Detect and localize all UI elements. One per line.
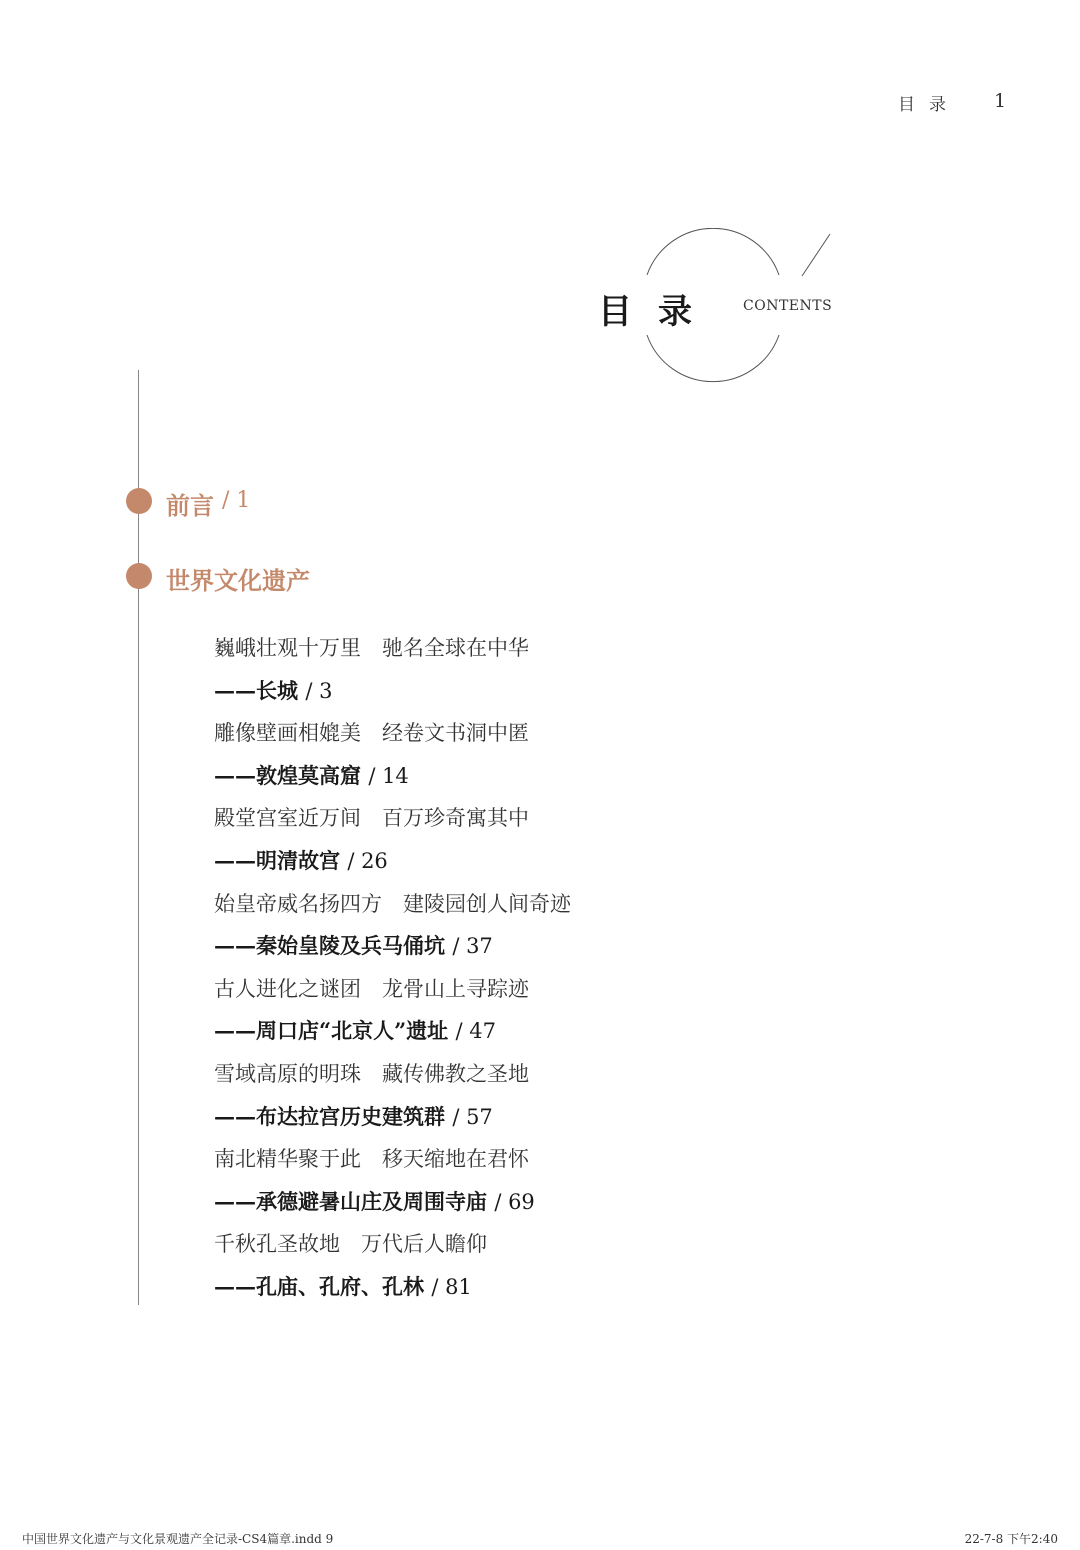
- toc-entry-title-text: ——长城: [214, 677, 298, 703]
- page-subtitle: CONTENTS: [743, 298, 833, 314]
- bullet-dot-icon: [126, 488, 152, 514]
- toc-entry-title[interactable]: [214, 1015, 774, 1058]
- toc-entry-title[interactable]: [214, 1101, 774, 1144]
- toc-entry-page-number: / 81: [431, 1274, 472, 1299]
- toc-entry-subtitle[interactable]: 巍峨壮观十万里 驰名全球在中华: [214, 636, 529, 660]
- toc-entry-page-number: / 37: [452, 934, 493, 959]
- toc-entry-title-text: ——周口店“北京人”遗址: [214, 1018, 449, 1044]
- toc-entry-title[interactable]: [214, 675, 774, 718]
- toc-entry-title-text: ——承德避暑山庄及周围寺庙: [214, 1188, 487, 1214]
- section-title: 世界文化遗产: [166, 566, 310, 595]
- bullet-dot-icon: [126, 563, 152, 589]
- toc-entry-title[interactable]: [214, 1271, 774, 1314]
- toc-entries: [214, 632, 774, 1314]
- toc-entry-subtitle[interactable]: 始皇帝威名扬四方 建陵园创人间奇迹: [214, 891, 571, 916]
- toc-entry-title-text: ——孔庙、孔府、孔林: [214, 1273, 424, 1299]
- toc-entry-title[interactable]: [214, 760, 774, 803]
- toc-entry-page-number: / 57: [452, 1104, 493, 1129]
- toc-entry-page-number: / 14: [368, 763, 409, 788]
- section-page-number: / 1: [222, 488, 251, 513]
- toc-entry-subtitle[interactable]: 殿堂宫室近万间 百万珍奇寓其中: [214, 806, 529, 831]
- print-slug-date: 22-7-8 下午2:40: [964, 1532, 1058, 1546]
- toc-entry-page-number: / 26: [347, 848, 388, 873]
- toc-entry-title-text: ——秦始皇陵及兵马俑坑: [214, 933, 445, 959]
- toc-entry-page-number: / 47: [455, 1019, 496, 1044]
- toc-entry-subtitle[interactable]: 千秋孔圣故地 万代后人瞻仰: [214, 1232, 487, 1257]
- toc-entry-title-text: ——敦煌莫高窟: [214, 762, 361, 788]
- toc-entry-title[interactable]: [214, 1186, 774, 1229]
- toc-entry-title[interactable]: [214, 930, 774, 973]
- running-head: [880, 90, 1020, 116]
- toc-entry-subtitle[interactable]: 雪域高原的明珠 藏传佛教之圣地: [214, 1061, 529, 1086]
- page-title: 目录: [598, 292, 718, 332]
- toc-entry-subtitle[interactable]: 古人进化之谜团 龙骨山上寻踪迹: [214, 976, 529, 1001]
- toc-entry-title-text: ——布达拉宫历史建筑群: [214, 1103, 445, 1129]
- running-head-title: 目录: [898, 95, 960, 115]
- toc-entry-subtitle[interactable]: 雕像壁画相媲美 经卷文书洞中匿: [214, 721, 529, 746]
- section-world-cultural-heritage[interactable]: [126, 561, 386, 595]
- section-title: 前言: [166, 491, 214, 520]
- toc-entry-page-number: / 3: [305, 678, 333, 703]
- toc-entry-page-number: / 69: [494, 1189, 535, 1214]
- print-slug-file: 中国世界文化遗产与文化景观遗产全记录-CS4篇章.indd 9: [22, 1532, 334, 1546]
- section-preface[interactable]: [126, 486, 326, 520]
- toc-entry-title-text: ——明清故宫: [214, 847, 340, 873]
- toc-entry-title[interactable]: [214, 845, 774, 888]
- page-number: 1: [994, 90, 1007, 112]
- toc-entry-subtitle[interactable]: 南北精华聚于此 移天缩地在君怀: [214, 1147, 529, 1172]
